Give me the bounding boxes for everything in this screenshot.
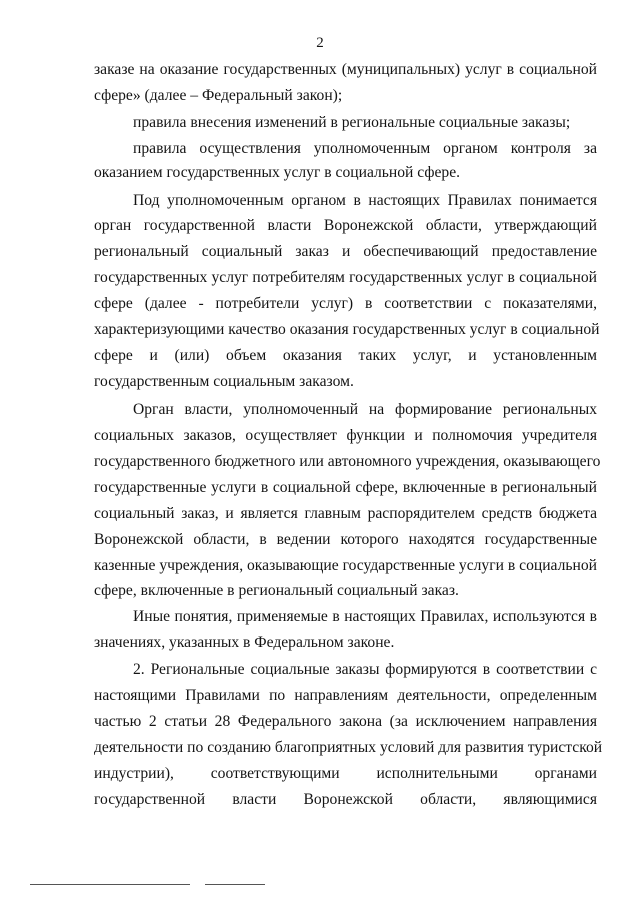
text-line: государственных услуг потребителям государственных услуг в социальной xyxy=(94,269,597,286)
text-line: Воронежской области, в ведении которого находятся государственные xyxy=(94,531,597,548)
text-line: государственного бюджетного или автономного учреждения, оказывающего xyxy=(94,453,601,470)
text-line: сфере и (или) объем оказания таких услуг, и установленным xyxy=(94,347,597,364)
text-line: частью 2 статьи 28 Федерального закона (за исключением направления xyxy=(94,713,597,730)
text-line: государственной власти Воронежской области, являющимися xyxy=(94,791,597,808)
page-number: 2 xyxy=(316,35,324,51)
text-line: заказе на оказание государственных (муниципальных) услуг в социальной xyxy=(94,61,597,78)
text-line: социальный заказ, и является главным распорядителем средств бюджета xyxy=(94,505,597,522)
text-line: региональный социальный заказ и обеспечивающий предоставление xyxy=(94,243,597,260)
text-line: характеризующими качество оказания государственных услуг в социальной xyxy=(94,321,600,338)
text-line: индустрии), соответствующими исполнительными органами xyxy=(94,765,597,782)
text-line: Под уполномоченным органом в настоящих Правилах понимается xyxy=(133,192,597,209)
text-line: государственные услуги в социальной сфере, включенные в региональный xyxy=(94,479,597,496)
text-line: правила осуществления уполномоченным органом контроля за xyxy=(133,140,597,157)
text-line: казенные учреждения, оказывающие государственные услуги в социальной xyxy=(94,557,597,574)
text-line: государственным социальным заказом. xyxy=(94,373,354,390)
text-line: правила внесения изменений в региональные социальные заказы; xyxy=(133,114,571,131)
text-line: деятельности по созданию благоприятных условий для развития туристской xyxy=(94,739,603,756)
footer-rule xyxy=(30,884,190,885)
text-line: Иные понятия, применяемые в настоящих Правилах, используются в xyxy=(133,608,597,625)
text-line: оказанием государственных услуг в социальной сфере. xyxy=(94,164,461,181)
text-line: сфере» (далее – Федеральный закон); xyxy=(94,87,343,104)
text-line: Орган власти, уполномоченный на формирование региональных xyxy=(133,401,597,418)
text-line: значениях, указанных в Федеральном законе. xyxy=(94,634,395,651)
text-line: социальных заказов, осуществляет функции и полномочия учредителя xyxy=(94,427,597,444)
text-line: настоящими Правилами по направлениям деятельности, определенным xyxy=(94,687,597,704)
text-line: орган государственной власти Воронежской области, утверждающий xyxy=(94,217,597,234)
text-line: сфере, включенные в региональный социальный заказ. xyxy=(94,582,459,599)
text-line: сфере (далее - потребители услуг) в соответствии с показателями, xyxy=(94,295,597,312)
footer-rule xyxy=(205,884,265,885)
text-line: 2. Региональные социальные заказы формируются в соответствии с xyxy=(133,661,597,678)
